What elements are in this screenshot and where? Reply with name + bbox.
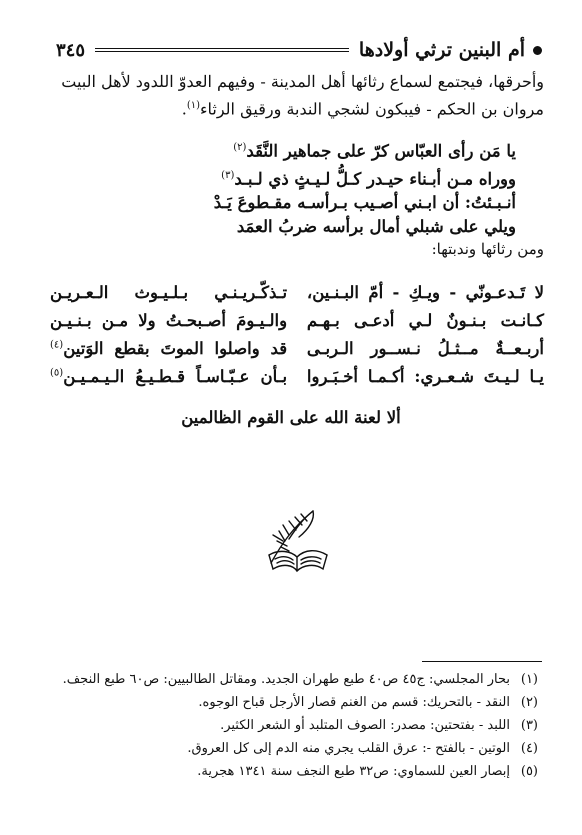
verse-row xyxy=(50,306,544,334)
footnote-item: (٣)اللبد - بفتحتين: مصدر: الصوف المتلبد أو الشعر الكثير. xyxy=(220,718,538,733)
verse-row xyxy=(50,334,544,362)
poem-line: يا مَن رأى العبّاس كرّ على جماهير النَّقَد$^{(٢)}$ xyxy=(233,141,516,161)
footnote-item: (١)بحار المجلسي: ج٤٥ ص٤٠ طبع طهران الجديد. ومقاتل الطالبيين: ص٦٠ طبع النجف. xyxy=(62,672,538,687)
closing-line: ألا لعنة الله على القوم الظالمين xyxy=(181,408,401,427)
verse-hemistich-left: بـأن عـبّـاسـاً قـطـيـعُ الـيـمـيـن$^{(٥)}$ xyxy=(50,366,288,386)
footnote-ref[interactable]: (٥) xyxy=(50,367,64,378)
footnote-rule xyxy=(422,661,542,662)
poem-line: أنـبـئتُ: أن ابـني أصـيب بـرأسـه مقـطوعَ يَـدْ xyxy=(213,193,516,212)
verse-hemistich-right: كـانـت بـنـونٌ لـي أدعـى بـهـم xyxy=(306,310,544,330)
footnote-item: (٤)الوتين - بالفتح -: عرق القلب يجري منه الدم إلى كل العروق. xyxy=(187,741,538,756)
footnote-ref[interactable]: (٢) xyxy=(233,142,247,153)
quill-and-book-icon xyxy=(253,505,333,575)
prose-line: مروان بن الحكم - فيبكون لشجي الندبة ورقيق الرثاء$^{(١)}$. xyxy=(181,99,544,119)
page-header xyxy=(56,36,542,64)
verse-row xyxy=(50,362,544,390)
footnote-ref[interactable]: (١) xyxy=(186,100,200,111)
verse-row xyxy=(50,278,544,306)
footnote-item: (٥)إبصار العين للسماوي: ص٣٢ طبع النجف سنة ١٣٤١ هجرية. xyxy=(197,764,538,779)
chapter-title: أم البنين ترثي أولادها xyxy=(358,39,525,61)
footnotes xyxy=(52,668,538,783)
bullet-icon xyxy=(533,46,542,55)
verse-hemistich-left: قد واصلوا الموتَ بقطع الوَتين$^{(٤)}$ xyxy=(50,338,288,358)
header-rule xyxy=(95,48,349,52)
poem-first xyxy=(160,136,516,239)
verse-hemistich-right: يـا لـيـتَ شـعـري: أكـمـا أخـبَـروا xyxy=(306,366,544,386)
poem-line: ووراه مـن أبـناء حيـدر كـلُّ لـيـثٍ ذي لـبـد$^{(٣)}$ xyxy=(221,169,516,188)
footnote-ref[interactable]: (٤) xyxy=(50,339,64,350)
verse-hemistich-right: لا تَـدعـونّي - ويـكِ - أمّ البـنـين، xyxy=(306,282,544,302)
poem-intro: ومن رثائها وندبتها: xyxy=(431,240,544,258)
prose-paragraph xyxy=(52,70,544,121)
page-number: ٣٤٥ xyxy=(56,39,86,61)
footnote-ref[interactable]: (٣) xyxy=(221,169,235,181)
poem-second xyxy=(50,278,544,390)
poem-line: ويلي على شبلي أمال برأسه ضربُ العمَد xyxy=(236,217,516,236)
prose-line: وأحرقها، فيجتمع لسماع رثائها أهل المدينة - وفيهم العدوّ اللدود لأهل البيت xyxy=(61,72,544,91)
verse-hemistich-left: والـيـومَ أصـبحـتُ ولا مـن بـنـيـن xyxy=(50,310,288,330)
footnote-item: (٢)النقد - بالتحريك: قسم من الغنم قصار الأرجل قباح الوجوه. xyxy=(198,695,538,710)
verse-hemistich-left: تـذكّـريـنـي بـلـيـوث الـعـريـن xyxy=(50,282,288,302)
verse-hemistich-right: أربـعــةٌ مــثـلُ نـســور الـربـى xyxy=(306,338,544,358)
